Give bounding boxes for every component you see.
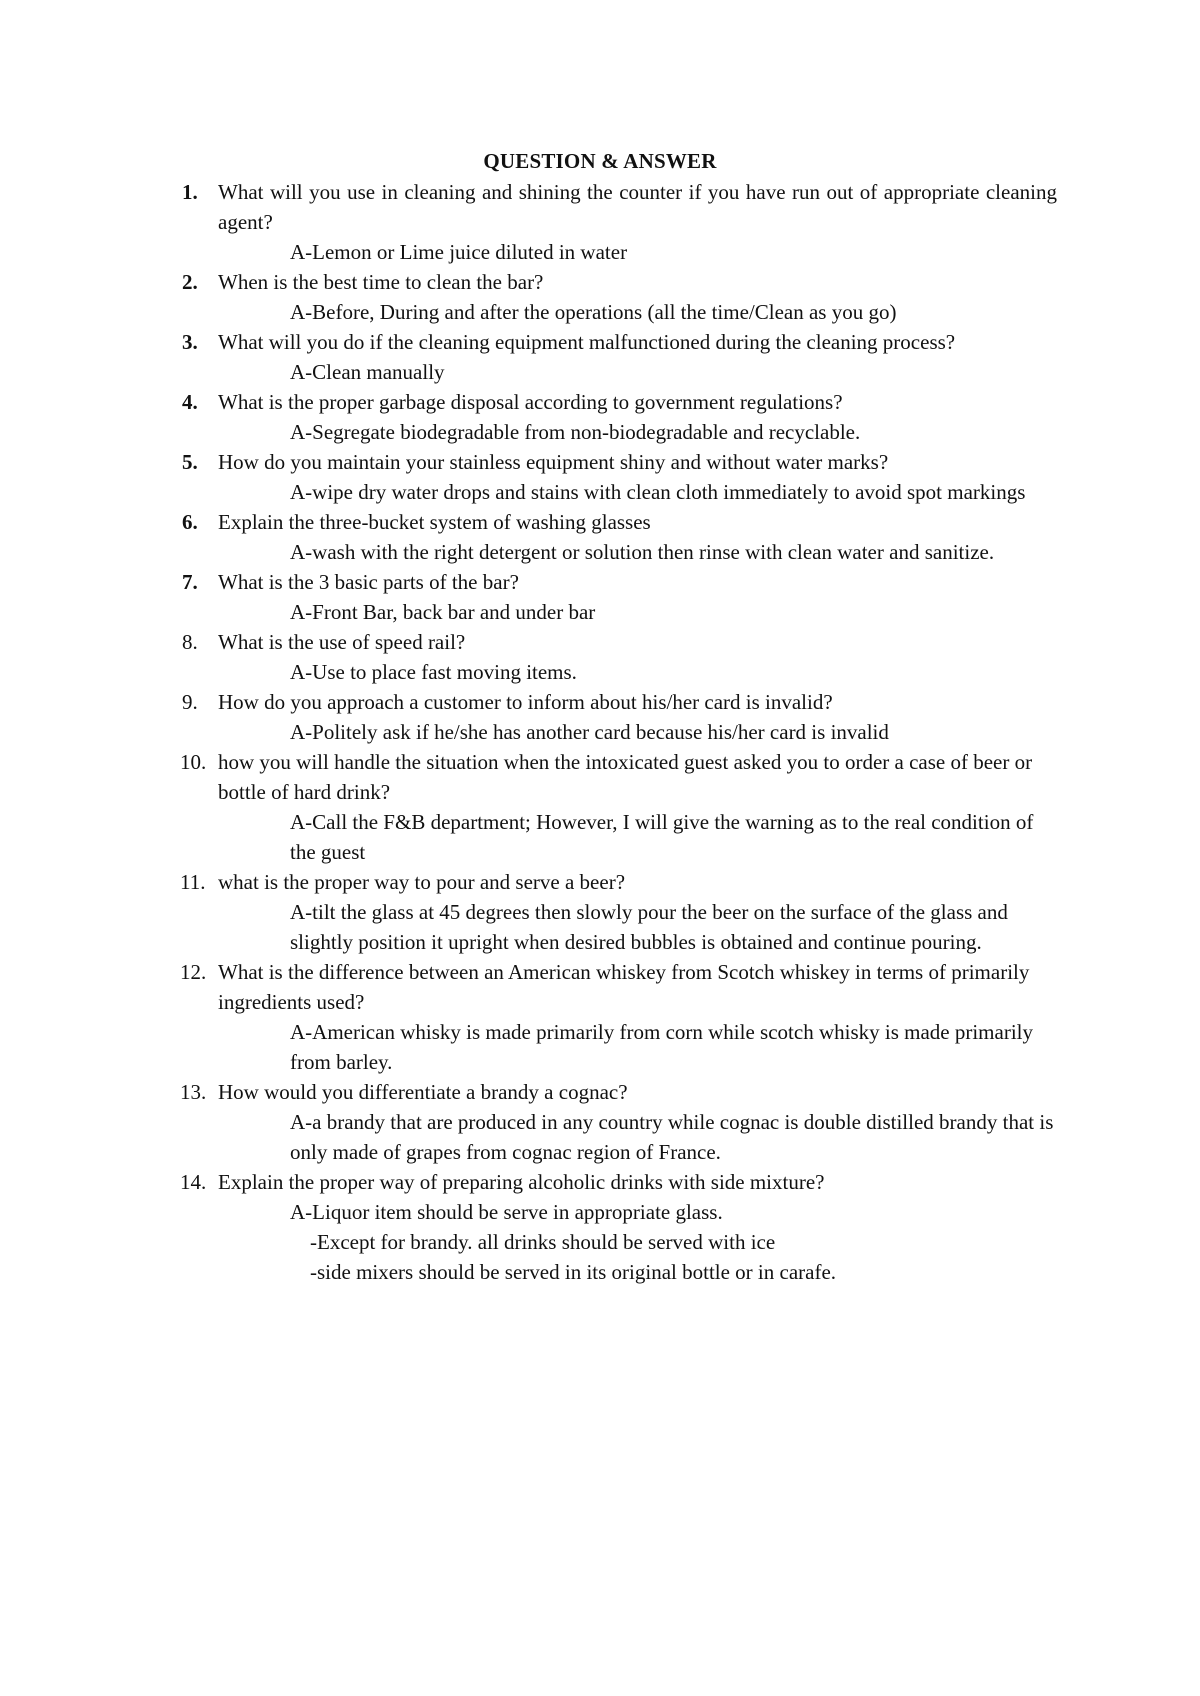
question-number: 11. — [180, 870, 206, 894]
qa-item-1 — [182, 177, 1057, 267]
answer-text: A-Use to place fast moving items. — [290, 660, 577, 684]
answer-text: A-tilt the glass at 45 degrees then slowly pour the beer on the surface of the glass and slightly position it upright when desired bubbles is obtained and continue pouring. — [290, 900, 1008, 954]
question-text: What is the difference between an American whiskey from Scotch whiskey in terms of primarily ingredients used? — [218, 960, 1030, 1014]
question-text: How would you differentiate a brandy a cognac? — [218, 1080, 628, 1104]
qa-item-9 — [182, 687, 1057, 747]
qa-item-14 — [182, 1167, 1057, 1287]
qa-item-12 — [182, 957, 1057, 1077]
qa-item-5 — [182, 447, 1057, 507]
answer-text: A-American whisky is made primarily from corn while scotch whisky is made primarily from barley. — [290, 1020, 1033, 1074]
qa-item-7 — [182, 567, 1057, 627]
answer-text: A-Politely ask if he/she has another card because his/her card is invalid — [290, 720, 889, 744]
question-number: 5. — [182, 450, 198, 474]
question-number: 6. — [182, 510, 198, 534]
qa-item-3 — [182, 327, 1057, 387]
answer-text: A-Clean manually — [290, 360, 445, 384]
question-number: 7. — [182, 570, 198, 594]
question-text: What will you do if the cleaning equipment malfunctioned during the cleaning process? — [218, 330, 956, 354]
answer-text: A-Liquor item should be serve in appropriate glass. — [290, 1200, 723, 1224]
answer-text: A-Lemon or Lime juice diluted in water — [290, 240, 628, 264]
answer-text: A-a brandy that are produced in any country while cognac is double distilled brandy that is only made of grapes from cognac region of France. — [290, 1110, 1054, 1164]
answer-text: A-Call the F&B department; However, I will give the warning as to the real condition of the guest — [290, 810, 1034, 864]
answer-text: A-Front Bar, back bar and under bar — [290, 600, 596, 624]
qa-item-4 — [182, 387, 1057, 447]
answer-extra-line: -side mixers should be served in its original bottle or in carafe. — [310, 1260, 837, 1284]
question-text: how you will handle the situation when the intoxicated guest asked you to order a case of beer or bottle of hard drink? — [218, 750, 1033, 804]
question-number: 4. — [182, 390, 198, 414]
question-number: 14. — [180, 1170, 207, 1194]
question-number: 3. — [182, 330, 198, 354]
qa-item-8 — [182, 627, 1057, 687]
question-text: what is the proper way to pour and serve a beer? — [218, 870, 626, 894]
answer-text: A-wipe dry water drops and stains with clean cloth immediately to avoid spot markings — [290, 480, 1026, 504]
question-number: 2. — [182, 270, 198, 294]
question-text: Explain the three-bucket system of washing glasses — [218, 510, 651, 534]
qa-item-10 — [182, 747, 1057, 867]
question-text: What is the 3 basic parts of the bar? — [218, 570, 519, 594]
question-text: Explain the proper way of preparing alcoholic drinks with side mixture? — [218, 1170, 825, 1194]
question-number: 10. — [180, 750, 207, 774]
question-number: 9. — [182, 690, 198, 714]
answer-text: A-wash with the right detergent or solution then rinse with clean water and sanitize. — [290, 540, 995, 564]
answer-text: A-Segregate biodegradable from non-biodegradable and recyclable. — [290, 420, 861, 444]
answer-extra-line: -Except for brandy. all drinks should be served with ice — [310, 1230, 776, 1254]
question-text: How do you approach a customer to inform about his/her card is invalid? — [218, 690, 833, 714]
qa-item-6 — [182, 507, 1057, 567]
question-number: 8. — [182, 630, 198, 654]
question-text: What will you use in cleaning and shining the counter if you have run out of appropriate cleaning agent? — [218, 180, 1057, 234]
qa-item-11 — [182, 867, 1057, 957]
question-text: How do you maintain your stainless equipment shiny and without water marks? — [218, 450, 889, 474]
question-number: 12. — [180, 960, 207, 984]
answer-text: A-Before, During and after the operations (all the time/Clean as you go) — [290, 300, 897, 324]
qa-list — [182, 177, 1057, 1287]
qa-item-13 — [182, 1077, 1057, 1167]
question-number: 1. — [182, 180, 198, 204]
question-text: What is the proper garbage disposal according to government regulations? — [218, 390, 843, 414]
question-number: 13. — [180, 1080, 207, 1104]
question-text: What is the use of speed rail? — [218, 630, 466, 654]
document-title: QUESTION & ANSWER — [483, 149, 717, 173]
qa-item-2 — [182, 267, 1057, 327]
question-text: When is the best time to clean the bar? — [218, 270, 544, 294]
